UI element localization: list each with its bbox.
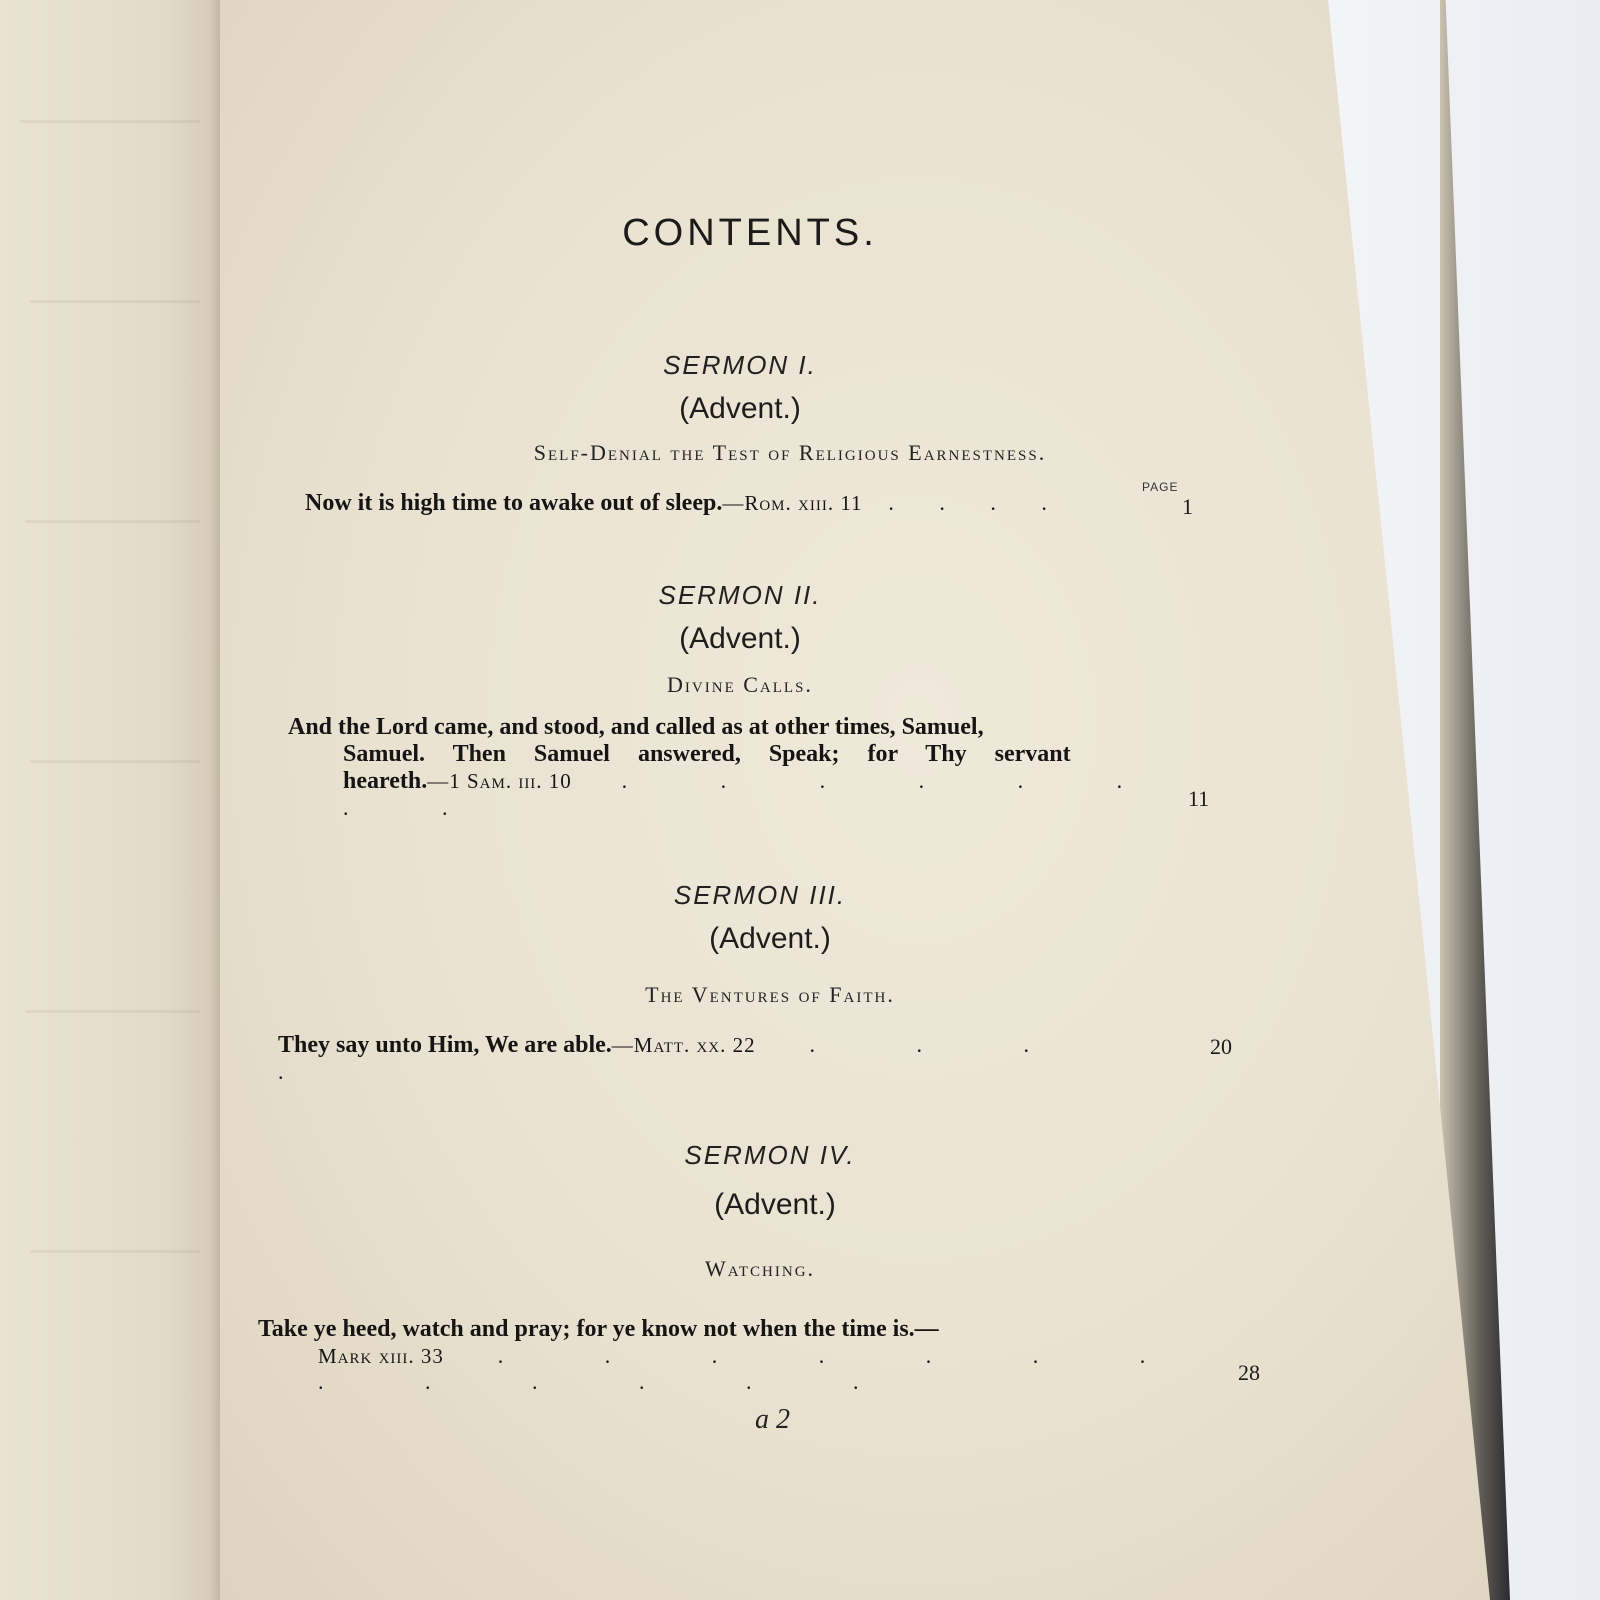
leader-dots: . . . . . . . . (343, 768, 1167, 820)
sermon-title: SERMON III. (673, 880, 847, 910)
scripture-text: Samuel. Then Samuel answered, Speak; for Thy servant (343, 741, 1071, 767)
sermon-title: SERMON II. (658, 580, 822, 610)
scripture-reference: Mark xiii. 33 (318, 1344, 444, 1368)
scripture-text: Now it is high time to awake out of sleep. (305, 490, 723, 516)
page-number: 28 (1238, 1360, 1260, 1385)
page-title: CONTENTS. (622, 212, 878, 254)
sermon-text (278, 1032, 1158, 1085)
sermon-title: SERMON IV. (684, 1140, 856, 1170)
scripture-reference: —1 Sam. iii. 10 (427, 769, 572, 793)
facing-page (0, 0, 235, 1600)
scripture-text: heareth. (343, 768, 428, 794)
sermon-subject: Divine Calls. (667, 672, 813, 697)
sermon-text (258, 1316, 1218, 1395)
scripture-reference: —Matt. xx. 22 (611, 1033, 756, 1057)
page-number: 1 (1182, 494, 1193, 519)
scripture-text: Take ye heed, watch and pray; for ye know not when the time is.— (258, 1316, 939, 1342)
sermon-subject: Self-Denial the Test of Religious Earnestness. (533, 440, 1047, 465)
sermon-season: (Advent.) (714, 1188, 836, 1221)
scripture-text: They say unto Him, We are able. (278, 1032, 612, 1058)
printer-signature: a 2 (755, 1404, 790, 1435)
sermon-season: (Advent.) (679, 392, 801, 425)
leader-dots: . . . . . . . . . . . . . (318, 1343, 1194, 1394)
sermon-text (305, 490, 1145, 517)
leader-dots: . . . . (866, 490, 1067, 515)
leader-dots: . . . . (278, 1032, 1077, 1084)
sermon-title: SERMON I. (663, 350, 817, 380)
contents-text (220, 0, 1490, 1600)
page-number: 11 (1188, 786, 1210, 811)
sermon-season: (Advent.) (709, 922, 831, 955)
page-number: 20 (1210, 1034, 1232, 1059)
sermon-subject: Watching. (704, 1256, 816, 1281)
page-column-label: PAGE (1142, 480, 1179, 494)
scripture-text: And the Lord came, and stood, and called as at other times, Samuel, (288, 714, 984, 740)
sermon-season: (Advent.) (679, 622, 801, 655)
scripture-reference: —Rom. xiii. 11 (722, 491, 863, 515)
sermon-text (288, 714, 1168, 821)
sermon-subject: The Ventures of Faith. (645, 982, 895, 1007)
